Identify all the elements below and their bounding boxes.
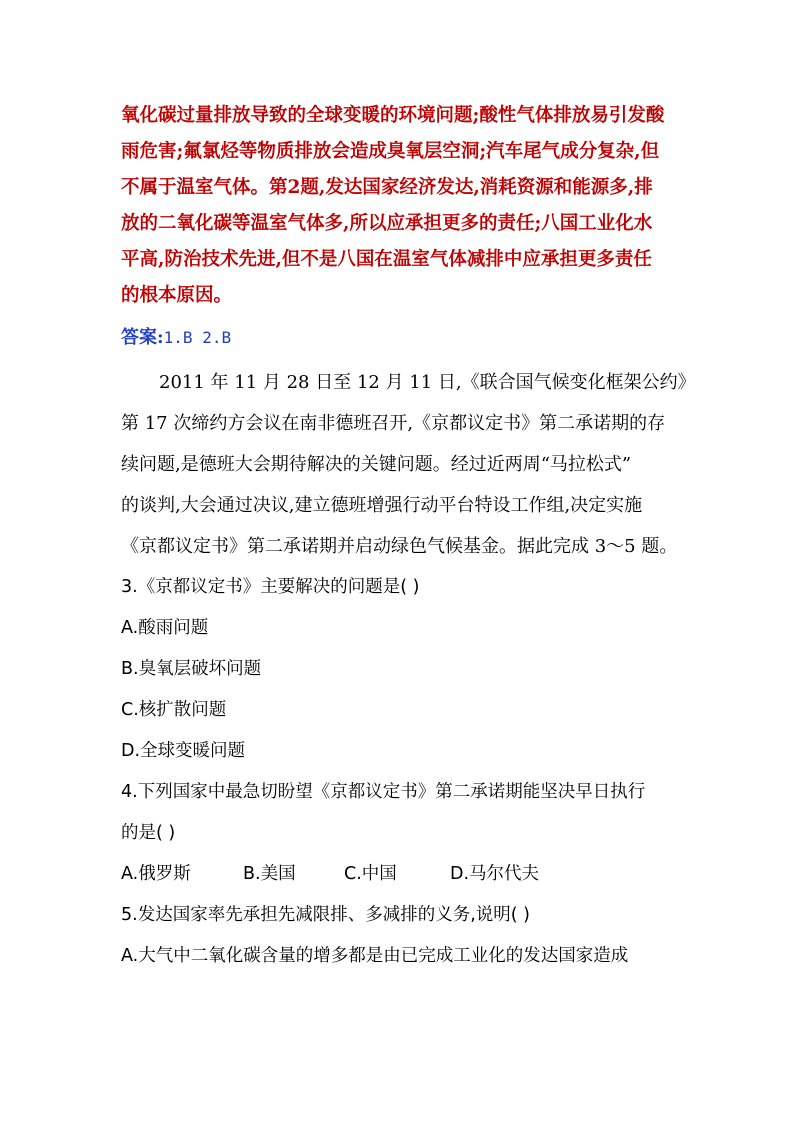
reading-passage <box>121 362 696 567</box>
document-page <box>121 98 696 977</box>
question-stem: 3.《京都议定书》主要解决的问题是( ) <box>121 577 420 597</box>
option-b: B.美国 <box>243 864 296 884</box>
option-d: D.全球变暖问题 <box>121 741 246 761</box>
answer-line <box>121 320 681 356</box>
question-4 <box>121 772 681 895</box>
explanation-line: 平高,防治技术先进,但不是八国在温室气体减排中应承担更多责任 <box>121 249 652 270</box>
question-5 <box>121 895 681 977</box>
option-row <box>121 854 681 895</box>
answer-label: 答案: <box>121 327 164 348</box>
option-c: C.中国 <box>344 864 397 884</box>
answer-value: 1.B 2.B <box>163 328 232 347</box>
passage-line: 第 17 次缔约方会议在南非德班召开,《京都议定书》第二承诺期的存 <box>121 413 666 434</box>
option-a: A.大气中二氧化碳含量的增多都是由已完成工业化的发达国家造成 <box>121 946 629 966</box>
question-stem-continued: 的是( ) <box>121 823 176 843</box>
option-b: B.臭氧层破坏问题 <box>121 659 262 679</box>
passage-line: 《京都议定书》第二承诺期并启动绿色气候基金。据此完成 3～5 题。 <box>121 536 678 557</box>
option-d: D.马尔代夫 <box>450 864 540 884</box>
explanation-text <box>121 98 681 314</box>
explanation-line: 氧化碳过量排放导致的全球变暖的环境问题;酸性气体排放易引发酸 <box>121 105 665 126</box>
question-stem: 5.发达国家率先承担先减限排、多减排的义务,说明( ) <box>121 905 530 925</box>
passage-line: 续问题,是德班大会期待解决的关键问题。经过近两周“马拉松式” <box>121 454 632 475</box>
option-c: C.核扩散问题 <box>121 700 227 720</box>
option-a: A.俄罗斯 <box>121 864 191 884</box>
explanation-line: 雨危害;氟氯烃等物质排放会造成臭氧层空洞;汽车尾气成分复杂,但 <box>121 141 660 162</box>
option-a: A.酸雨问题 <box>121 618 209 638</box>
passage-line: 的谈判,大会通过决议,建立德班增强行动平台特设工作组,决定实施 <box>121 495 643 516</box>
explanation-line: 的根本原因。 <box>121 285 233 306</box>
explanation-line: 放的二氧化碳等温室气体多,所以应承担更多的责任;八国工业化水 <box>121 213 653 234</box>
question-3 <box>121 567 681 772</box>
passage-line: 2011 年 11 月 28 日至 12 月 11 日,《联合国气候变化框架公约》 <box>159 372 696 393</box>
explanation-line: 不属于温室气体。第2题,发达国家经济发达,消耗资源和能源多,排 <box>121 177 653 198</box>
question-stem: 4.下列国家中最急切盼望《京都议定书》第二承诺期能坚决早日执行 <box>121 782 646 802</box>
